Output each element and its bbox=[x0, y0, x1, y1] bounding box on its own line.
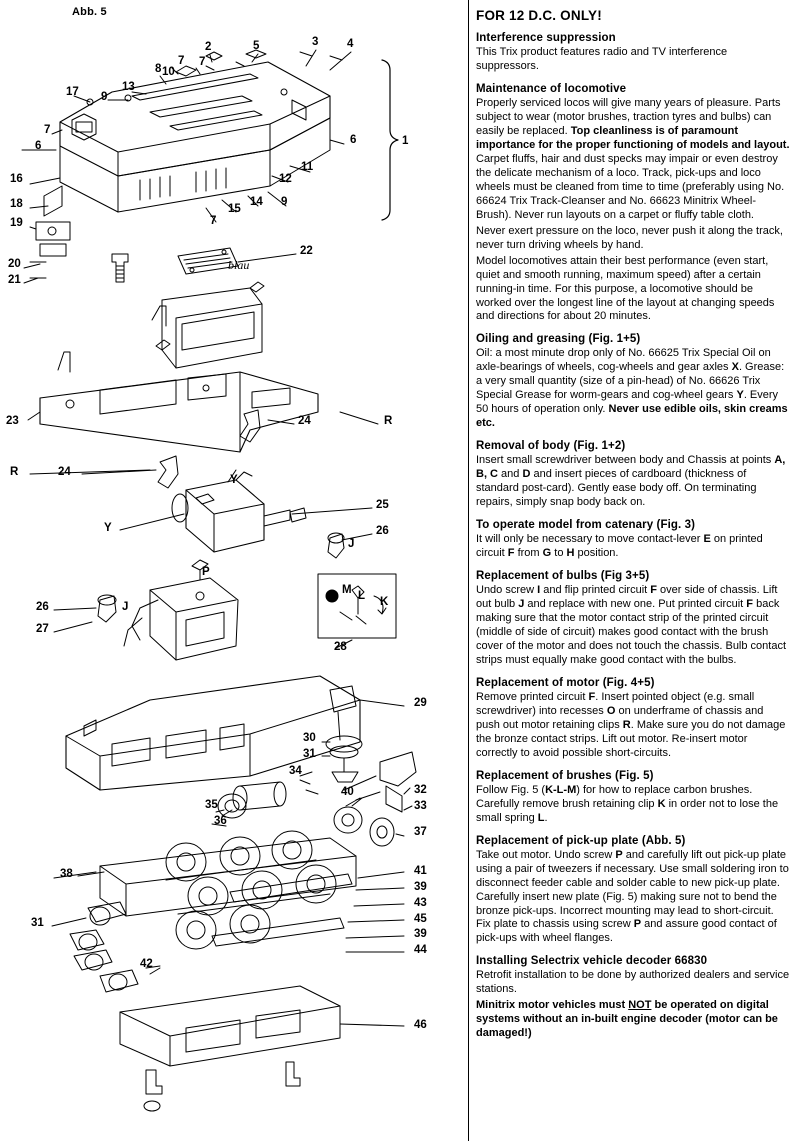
para-maintenance-2: Never exert pressure on the loco, never push it along the track, never turn driving wheels by hand. bbox=[476, 224, 783, 251]
callout-44: 44 bbox=[414, 944, 427, 956]
para-pickup-1: Take out motor. Undo screw P and carefully lift out pick-up plate using a pair of tweezers if necessary. Use small soldering iron to disconnect feeder cable and solder cable to new pick-up plate. Carefully insert new plate (Fig. 5) making sure not to bend the bronze pick-ups. Incorrect mounting may lead to short-circuit. Fix plate to chassis using screw P and assure good contact of pick-ups with wheel flanges. bbox=[476, 848, 789, 945]
heading-bulbs: Replacement of bulbs (Fig 3+5) bbox=[476, 570, 650, 583]
callout-r-right: R bbox=[384, 415, 393, 427]
callout-10: 10 bbox=[162, 66, 175, 78]
callout-15: 15 bbox=[228, 203, 241, 215]
callout-30: 30 bbox=[303, 732, 316, 744]
heading-removal: Removal of body (Fig. 1+2) bbox=[476, 440, 626, 453]
callout-m: M bbox=[342, 584, 352, 596]
callout-r-left: R bbox=[10, 466, 19, 478]
callout-21: 21 bbox=[8, 274, 21, 286]
para-oiling-1: Oil: a most minute drop only of No. 66625 Trix Special Oil on axle-bearings of wheels, cog-wheels and gear axles X. Grease: a very small quantity (size of a pin-head) of No. 66626 Trix Special Grease for worm-gears and cog-wheel gears Y. Every 50 hours of operation only. Never use edible oils, skin creams etc. bbox=[476, 347, 788, 430]
para-motor-1: Remove printed circuit F. Insert pointed object (e.g. small screwdriver) into recesses O on underframe of chassis and push out motor retaining clips R. Make sure you do not damage the bronze contact strips. Lift out motor. Re-insert motor correctly to avoid possible short-circuits. bbox=[476, 690, 786, 759]
callout-7d: 7 bbox=[210, 215, 217, 227]
callout-9b: 9 bbox=[281, 196, 288, 208]
callout-34: 34 bbox=[289, 765, 302, 777]
callout-36: 36 bbox=[214, 815, 227, 827]
blue-wire-label: blau bbox=[228, 258, 250, 272]
para-maintenance-3: Model locomotives attain their best performance (even start, quiet and smooth running, maximum speed) after a certain running-in time. For this purpose, a locomotive should be worked over the longest line of the layout at changing speeds and directions for about 20 minutes. bbox=[476, 254, 775, 323]
heading-pickup: Replacement of pick-up plate (Abb. 5) bbox=[476, 834, 686, 847]
callout-16: 16 bbox=[10, 173, 23, 185]
figure-label: Abb. 5 bbox=[72, 6, 107, 18]
para-selectrix-2: Minitrix motor vehicles must NOT be operated on digital systems without an in-built engine decoder (motor can be damaged!) bbox=[476, 999, 778, 1040]
callout-45: 45 bbox=[414, 913, 427, 925]
callout-7c: 7 bbox=[44, 124, 51, 136]
callout-27: 27 bbox=[36, 623, 49, 635]
callout-7b: 7 bbox=[199, 56, 206, 68]
para-interference-1: This Trix product features radio and TV interference suppressors. bbox=[476, 46, 728, 72]
callout-38: 38 bbox=[60, 868, 73, 880]
page-title: FOR 12 D.C. ONLY! bbox=[476, 8, 602, 23]
callout-8: 8 bbox=[155, 63, 162, 75]
callout-39a: 39 bbox=[414, 881, 427, 893]
callout-37: 37 bbox=[414, 826, 427, 838]
heading-oiling: Oiling and greasing (Fig. 1+5) bbox=[476, 333, 641, 346]
heading-maintenance: Maintenance of locomotive bbox=[476, 82, 627, 95]
callout-31a: 31 bbox=[303, 748, 316, 760]
heading-catenary: To operate model from catenary (Fig. 3) bbox=[476, 519, 696, 532]
para-catenary-1: It will only be necessary to move contact-lever E on printed circuit F from G to H position. bbox=[476, 533, 763, 560]
callout-20: 20 bbox=[8, 258, 21, 270]
callout-j-upper: J bbox=[348, 538, 355, 550]
callout-14: 14 bbox=[250, 196, 263, 208]
heading-motor: Replacement of motor (Fig. 4+5) bbox=[476, 676, 655, 689]
column-divider bbox=[468, 0, 469, 1141]
callout-p: P bbox=[202, 566, 210, 578]
callout-41: 41 bbox=[414, 865, 427, 877]
callout-k: K bbox=[380, 596, 389, 608]
callout-18: 18 bbox=[10, 198, 23, 210]
callout-2: 2 bbox=[205, 41, 212, 53]
callout-25: 25 bbox=[376, 499, 389, 511]
callout-19: 19 bbox=[10, 217, 23, 229]
callout-y-upper: Y bbox=[230, 474, 238, 486]
callout-11: 11 bbox=[301, 161, 314, 173]
callout-28: 28 bbox=[334, 641, 347, 653]
callout-17: 17 bbox=[66, 86, 79, 98]
callout-7a: 7 bbox=[178, 55, 185, 67]
para-removal-1: Insert small screwdriver between body and Chassis at points A, B, C and D and insert pieces of cardboard (thickness of standard post-card). Gently ease body off. On terminating repairs, simply snap body back on. bbox=[476, 454, 786, 509]
para-maintenance-1: Properly serviced locos will give many years of pleasure. Parts subject to wear (motor brushes, traction tyres and bulbs) can easily be replaced. Top cleanliness is of paramount importance for the proper functioning of models and layout. Carpet fluffs, hair and dust specks may impair or even destroy the delicate mechanism of a loco. Track, pick-ups and loco wheels must be cleaned from time to time (preferably using No. 66624 Trix Track-Cleanser and No. 66623 Minitrix Wheel-Brush). Never run layouts on a carpet or fluffy table cloth. bbox=[476, 96, 790, 221]
callout-y-lower: Y bbox=[104, 522, 112, 534]
callout-42: 42 bbox=[140, 958, 153, 970]
callout-13: 13 bbox=[122, 81, 135, 93]
callout-6b: 6 bbox=[35, 140, 42, 152]
callout-22: 22 bbox=[300, 245, 313, 257]
callout-24a: 24 bbox=[298, 415, 311, 427]
callout-5: 5 bbox=[253, 40, 260, 52]
heading-selectrix: Installing Selectrix vehicle decoder 66830 bbox=[476, 955, 708, 968]
callout-1: 1 bbox=[402, 135, 409, 147]
callout-23: 23 bbox=[6, 415, 19, 427]
callout-33: 33 bbox=[414, 800, 427, 812]
callout-43: 43 bbox=[414, 897, 427, 909]
callout-l: L bbox=[358, 590, 366, 602]
callout-6a: 6 bbox=[350, 134, 357, 146]
callout-9a: 9 bbox=[101, 91, 108, 103]
callout-39b: 39 bbox=[414, 928, 427, 940]
callout-46: 46 bbox=[414, 1019, 427, 1031]
callout-26b: 26 bbox=[36, 601, 49, 613]
callout-32: 32 bbox=[414, 784, 427, 796]
callout-3: 3 bbox=[312, 36, 319, 48]
callout-24b: 24 bbox=[58, 466, 71, 478]
callout-4: 4 bbox=[347, 38, 354, 50]
callout-j-lower: J bbox=[122, 601, 129, 613]
para-bulbs-1: Undo screw I and flip printed circuit F over side of chassis. Lift out bulb J and replace with new one. Put printed circuit F back making sure that the motor contact strip of the printed circuit (middle of side of circuit) makes good contact with the brush cover of the motor and does not touch the chassis. Bulb contact strips must equally make good contact with the bulbs. bbox=[476, 584, 787, 666]
callout-29: 29 bbox=[414, 697, 427, 709]
para-brushes-1: Follow Fig. 5 (K-L-M) for how to replace carbon brushes. Carefully remove brush retaining clip K in order not to lose the small spring L. bbox=[476, 783, 779, 824]
heading-interference: Interference suppression bbox=[476, 32, 616, 44]
callout-26a: 26 bbox=[376, 525, 389, 537]
para-selectrix-1: Retrofit installation to be done by authorized dealers and service stations. bbox=[476, 969, 790, 996]
callout-40: 40 bbox=[341, 786, 354, 798]
callout-12: 12 bbox=[279, 173, 292, 185]
callout-31b: 31 bbox=[31, 917, 44, 929]
instructions-pane bbox=[468, 0, 800, 1141]
callout-35: 35 bbox=[205, 799, 218, 811]
heading-brushes: Replacement of brushes (Fig. 5) bbox=[476, 769, 654, 782]
